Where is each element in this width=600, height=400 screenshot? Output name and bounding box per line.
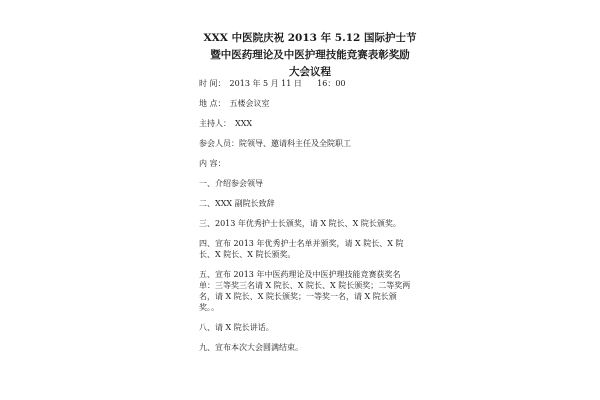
agenda-item-4: 四、宣布 2013 年优秀护士名单并颁奖，请 X 院长、X 院长、X 院长、X 院长颁奖。 [199,239,404,259]
agenda-item-5: 五、宣布 2013 年中医药理论及中医护理技能竞赛获奖名单：三等奖三名请 X 院长、X 院长、X 院长颁奖；二等奖两名，请 X 院长、X 院长颁奖；一等奖一名，请 X 院长颁奖。。 [199,270,411,312]
agenda-item-9: 九、宣布本次大会圆满结束。 [199,343,303,352]
agenda-content [199,78,415,353]
attendees-row [199,138,415,149]
agenda-item-8: 八、请 X 院长讲话。 [199,323,274,332]
document-title [180,30,440,81]
content-label: 内 容： [199,159,226,168]
time-label: 时 间： [199,79,226,88]
content-label-row [199,158,415,169]
time-value: 2013 年 5 月 11 日 16：00 [229,79,346,88]
title-line-2: 暨中医药理论及中医护理技能竞赛表彰奖励 [210,49,410,61]
title-line-1: XXX 中医院庆祝 2013 年 5.12 国际护士节 [203,32,417,44]
place-value: 五楼会议室 [229,99,270,108]
time-row [199,78,415,89]
agenda-item-2: 二、XXX 副院长致辞 [199,199,275,208]
attendees-label: 参会人员： [199,139,239,148]
agenda-item-3: 三、2013 年优秀护士长颁奖，请 X 院长、X 院长颁奖。 [199,219,401,228]
host-row [199,118,415,129]
place-row [199,98,415,109]
place-label: 地 点： [199,99,226,108]
title-line-3: 大会议程 [289,66,331,78]
host-value: XXX [235,119,253,128]
attendees-value: 院领导、邀请科主任及全院职工 [239,139,351,148]
agenda-item-1: 一、介绍参会领导 [199,179,263,188]
host-label: 主持人： [199,119,231,128]
